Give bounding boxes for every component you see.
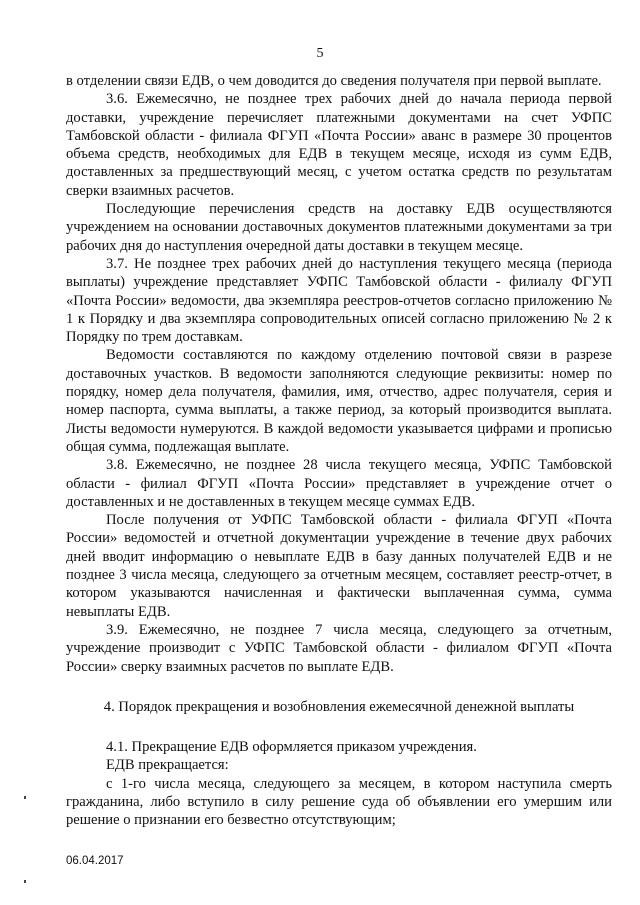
paragraph: в отделении связи ЕДВ, о чем доводится до сведения получателя при первой выплате.	[66, 73, 602, 89]
paragraph: Последующие перечисления средств на доставку ЕДВ осуществляются учреждением на основании доставочных документов платежными документами за три рабочих дня до наступления очередной даты доставки в текущем месяце.	[66, 201, 612, 254]
scan-speck	[24, 880, 26, 883]
page-number: 5	[316, 46, 324, 61]
paragraph: с 1-го числа месяца, следующего за месяцем, в котором наступила смерть гражданина, либо вступило в силу решение суда об объявлении его умершим или решение о признании его безвестно отсутствующим;	[66, 775, 612, 829]
section-paragraph-list	[66, 738, 612, 829]
paragraph: 3.6. Ежемесячно, не позднее трех рабочих дней до начала периода первой доставки, учреждение перечисляет платежными документами на счет УФПС Тамбовской области - филиала ФГУП «Почта России» аванс в размере 30 процентов объема средств, необходимых для ЕДВ в текущем месяце, исходя из сумм ЕДВ, доставленных за предшествующий месяц, с учетом остатка средств по результатам сверки взаимных расчетов.	[66, 91, 612, 199]
paragraph: 3.7. Не позднее трех рабочих дней до наступления текущего месяца (периода выплаты) учреждение представляет УФПС Тамбовской области - филиалу ФГУП «Почта России» ведомости, два экземпляра реестров-отчетов согласно приложению № 1 к Порядку и два экземпляра сопроводительных описей согласно приложению № 2 к Порядку по трем доставкам.	[66, 255, 612, 346]
paragraph: После получения от УФПС Тамбовской области - филиала ФГУП «Почта России» ведомостей и отчетной документации учреждение в течение двух рабочих дней вводит информацию о невыплате ЕДВ в базу данных получателей ЕДВ и не позднее 3 числа месяца, следующего за отчетным месяцем, составляет реестр-отчет, в котором указываются начисленная и фактически выплаченная сумма, сумма невыплаты ЕДВ.	[66, 512, 612, 620]
paragraph: 3.9. Ежемесячно, не позднее 7 числа месяца, следующего за отчетным, учреждение производит с УФПС Тамбовской области - филиалом ФГУП «Почта России» сверку взаимных расчетов по выплате ЕДВ.	[66, 621, 612, 675]
paragraph-list	[66, 72, 612, 676]
paragraph: Ведомости составляются по каждому отделению почтовой связи в разрезе доставочных участков. В ведомости заполняются следующие реквизиты: номер по порядку, номер дела получателя, фамилия, имя, отчество, адрес получателя, серия и номер паспорта, сумма выплаты, а также период, за который производится выплата. Листы ведомости нумеруются. В каждой ведомости указывается цифрами и прописью общая сумма, подлежащая выплате.	[66, 347, 612, 455]
footer-date: 06.04.2017	[66, 855, 124, 867]
scan-speck	[24, 796, 26, 799]
paragraph: 3.8. Ежемесячно, не позднее 28 числа текущего месяца, УФПС Тамбовской области - филиал ФГУП «Почта России» представляет в учреждение отчет о доставленных и не доставленных в текущем месяце суммах ЕДВ.	[66, 457, 612, 510]
document-body	[66, 72, 612, 830]
section-heading: 4. Порядок прекращения и возобновления ежемесячной денежной выплаты	[103, 698, 575, 715]
paragraph: 4.1. Прекращение ЕДВ оформляется приказом учреждения.	[106, 739, 477, 756]
paragraph: ЕДВ прекращается:	[106, 757, 229, 774]
